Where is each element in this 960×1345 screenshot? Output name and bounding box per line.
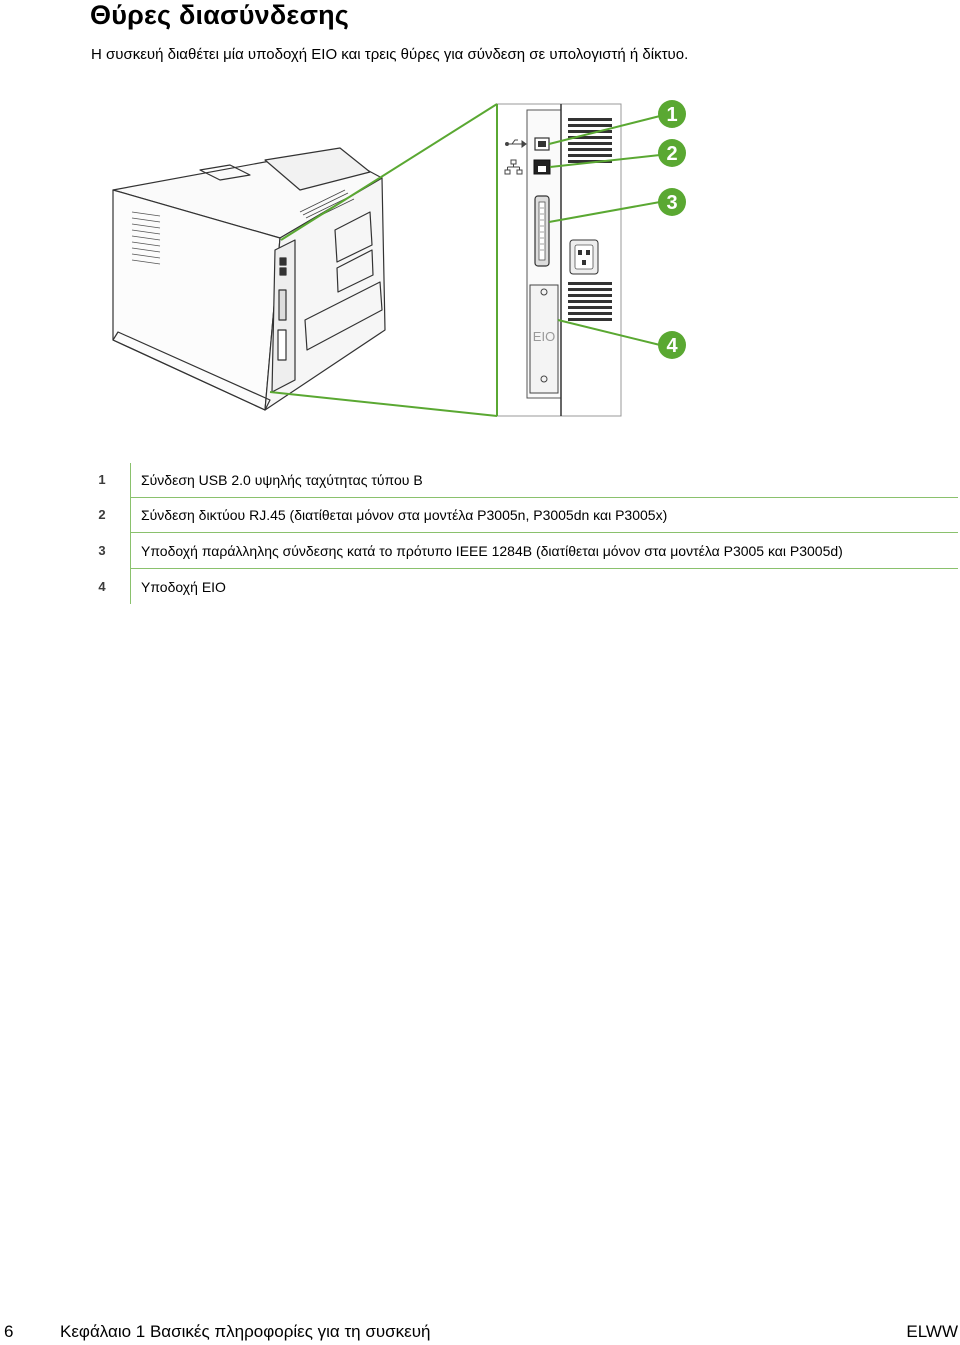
document-code: ELWW: [906, 1322, 958, 1341]
legend-number: 4: [98, 579, 106, 594]
callout-2: [658, 139, 686, 167]
legend-text: Υποδοχή EIO: [141, 579, 226, 595]
legend-row: [90, 569, 958, 604]
power-socket: [570, 240, 598, 274]
parallel-port: [535, 196, 549, 266]
legend-number: 3: [98, 543, 106, 558]
legend-text: Σύνδεση USB 2.0 υψηλής ταχύτητας τύπου B: [141, 472, 423, 488]
legend-number: 2: [98, 507, 106, 522]
callout-1: [658, 100, 686, 128]
port-panel-zoom: [497, 104, 621, 416]
page-title: Θύρες διασύνδεσης: [90, 0, 350, 30]
svg-text:1: 1: [666, 104, 678, 126]
callout-4: [658, 331, 686, 359]
callout-3: [658, 188, 686, 216]
printer-illustration: [113, 148, 385, 410]
legend-number: 1: [98, 472, 106, 487]
legend-divider: [130, 569, 131, 604]
legend-text: Σύνδεση δικτύου RJ.45 (διατίθεται μόνον στα μοντέλα P3005n, P3005dn και P3005x): [141, 507, 668, 523]
legend-divider: [130, 533, 131, 569]
svg-text:4: 4: [666, 335, 678, 357]
eio-slot-label: EIO: [532, 329, 556, 344]
legend-text: Υποδοχή παράλληλης σύνδεσης κατά το πρότυπο IEEE 1284B (διατίθεται μόνον στα μοντέλα P3005 και P3005d): [141, 543, 843, 559]
chapter-title: Κεφάλαιο 1 Βασικές πληροφορίες για τη συσκευή: [60, 1322, 431, 1341]
legend-row: [90, 533, 958, 569]
usb-port: [535, 138, 549, 150]
legend-row: [90, 498, 958, 533]
rj45-port: [534, 160, 550, 174]
page-number: 6: [4, 1322, 14, 1341]
svg-text:2: 2: [666, 143, 678, 165]
intro-text: Η συσκευή διαθέτει μία υποδοχή EIO και τρεις θύρες για σύνδεση σε υπολογιστή ή δίκτυο.: [91, 46, 689, 63]
legend-table: [90, 463, 958, 604]
page-footer: [0, 1322, 960, 1345]
legend-row: [90, 463, 958, 498]
printer-ports-figure: [0, 0, 960, 440]
legend-divider: [130, 463, 131, 498]
legend-divider: [130, 498, 131, 533]
svg-text:3: 3: [666, 192, 678, 214]
